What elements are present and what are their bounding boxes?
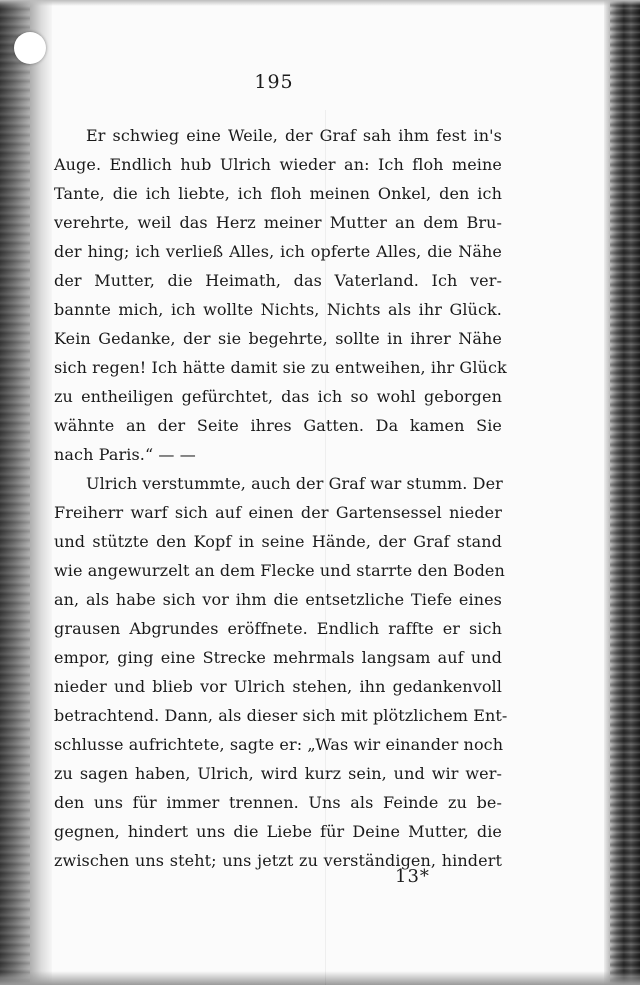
text-line: Tante, die ich liebte, ich floh meinen Onkel, den ich	[54, 184, 502, 203]
text-line: Er schwieg eine Weile, der Graf sah ihm fest in's	[86, 126, 502, 145]
body-text	[54, 121, 508, 875]
text-line: Kein Gedanke, der sie begehrte, sollte in ihrer Nähe	[54, 329, 502, 348]
text-line: grausen Abgrundes eröffnete. Endlich raffte er sich	[54, 619, 502, 638]
text-line: betrachtend. Dann, als dieser sich mit plötzlichem Ent-	[54, 706, 508, 725]
text-line: nieder und blieb vor Ulrich stehen, ihn gedankenvoll	[54, 677, 502, 696]
text-line: den uns für immer trennen. Uns als Feinde zu be-	[54, 793, 502, 812]
top-edge-shadow	[0, 0, 640, 6]
bottom-edge-shadow	[0, 971, 640, 985]
text-line: sich regen! Ich hätte damit sie zu entweihen, ihr Glück	[54, 358, 507, 377]
text-line: nach Paris.“ — —	[54, 445, 196, 464]
text-line: und stützte den Kopf in seine Hände, der Graf stand	[54, 532, 502, 551]
paragraph	[54, 121, 507, 469]
punch-hole	[14, 32, 46, 64]
text-line: schlusse aufrichtete, sagte er: „Was wir einander noch	[54, 735, 504, 754]
left-edge-texture	[0, 0, 30, 985]
text-line: wie angewurzelt an dem Flecke und starrte den Boden	[54, 561, 505, 580]
text-line: zwischen uns steht; uns jetzt zu verständigen, hindert	[54, 851, 502, 870]
right-edge-texture	[610, 0, 640, 985]
text-line: an, als habe sich vor ihm die entsetzliche Tiefe eines	[54, 590, 502, 609]
text-line: gegnen, hindert uns die Liebe für Deine Mutter, die	[54, 822, 502, 841]
text-line: zu entheiligen gefürchtet, das ich so wohl geborgen	[54, 387, 502, 406]
signature-mark: 13*	[395, 866, 430, 887]
paragraph	[54, 469, 508, 875]
text-line: der hing; ich verließ Alles, ich opferte Alles, die Nähe	[54, 242, 502, 261]
text-line: empor, ging eine Strecke mehrmals langsam auf und	[54, 648, 502, 667]
text-line: wähnte an der Seite ihres Gatten. Da kamen Sie	[54, 416, 502, 435]
text-line: der Mutter, die Heimath, das Vaterland. Ich ver-	[54, 271, 502, 290]
text-line: zu sagen haben, Ulrich, wird kurz sein, und wir wer-	[54, 764, 502, 783]
page-number: 195	[254, 71, 294, 93]
text-line: verehrte, weil das Herz meiner Mutter an dem Bru-	[54, 213, 502, 232]
text-line: Freiherr warf sich auf einen der Gartensessel nieder	[54, 503, 502, 522]
text-line: Ulrich verstummte, auch der Graf war stumm. Der	[86, 474, 503, 493]
text-line: Auge. Endlich hub Ulrich wieder an: Ich floh meine	[54, 155, 502, 174]
text-line: bannte mich, ich wollte Nichts, Nichts als ihr Glück.	[54, 300, 502, 319]
